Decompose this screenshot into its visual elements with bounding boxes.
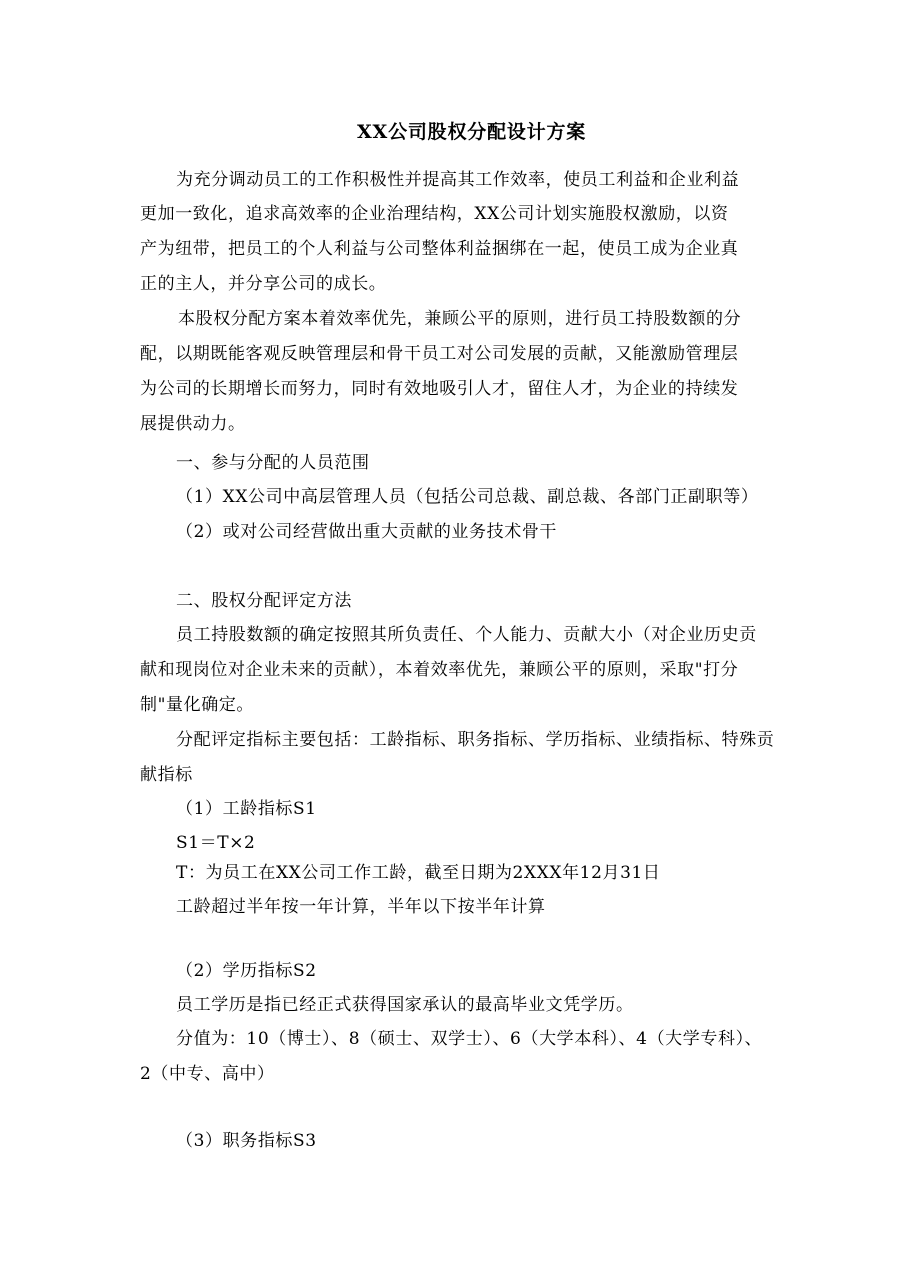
s1-definition: T：为员工在XX公司工作工龄，截至日期为2XXX年12月31日	[176, 863, 661, 883]
principle-line-1: 本股权分配方案本着效率优先，兼顾公平的原则，进行员工持股数额的分	[178, 309, 742, 329]
intro-line-2: 更加一致化，追求高效率的企业治理结构，XX公司计划实施股权激励，以资	[140, 204, 729, 224]
method-line-2: 献和现岗位对企业未来的贡献），本着效率优先，兼顾公平的原则，采取"打分	[140, 660, 739, 680]
intro-line-3: 产为纽带，把员工的个人利益与公司整体利益捆绑在一起，使员工成为企业真	[140, 239, 739, 259]
method-line-3: 制"量化确定。	[140, 695, 255, 715]
section1-item-2: （2）或对公司经营做出重大贡献的业务技术骨干	[176, 522, 558, 542]
s2-heading: （2）学历指标S2	[176, 961, 317, 981]
s3-heading: （3）职务指标S3	[176, 1131, 317, 1151]
s1-rule: 工龄超过半年按一年计算，半年以下按半年计算	[176, 897, 546, 917]
s1-formula: S1＝T×2	[176, 833, 256, 853]
s2-values-line-2: 2（中专、高中）	[140, 1064, 275, 1084]
section1-heading: 一、参与分配的人员范围	[176, 453, 370, 473]
principle-line-2: 配，以期既能客观反映管理层和骨干员工对公司发展的贡献，又能激励管理层	[140, 344, 739, 364]
document-title: XX公司股权分配设计方案	[357, 121, 587, 143]
section2-heading: 二、股权分配评定方法	[176, 591, 352, 611]
s2-definition: 员工学历是指已经正式获得国家承认的最高毕业文凭学历。	[176, 995, 634, 1015]
s1-heading: （1）工龄指标S1	[176, 799, 317, 819]
section1-item-1: （1）XX公司中高层管理人员（包括公司总裁、副总裁、各部门正副职等）	[176, 487, 759, 507]
principle-line-3: 为公司的长期增长而努力，同时有效地吸引人才，留住人才，为企业的持续发	[140, 379, 739, 399]
principle-line-4: 展提供动力。	[140, 414, 246, 434]
indicators-line-1: 分配评定指标主要包括：工龄指标、职务指标、学历指标、业绩指标、特殊贡	[176, 730, 775, 750]
intro-line-1: 为充分调动员工的工作积极性并提高其工作效率，使员工利益和企业利益	[176, 170, 740, 190]
intro-line-4: 正的主人，并分享公司的成长。	[140, 274, 387, 294]
s2-values-line-1: 分值为：10（博士）、8（硕士、双学士）、6（大学本科）、4（大学专科）、	[176, 1029, 763, 1049]
method-line-1: 员工持股数额的确定按照其所负责任、个人能力、贡献大小（对企业历史贡	[176, 625, 757, 645]
indicators-line-2: 献指标	[140, 765, 193, 785]
